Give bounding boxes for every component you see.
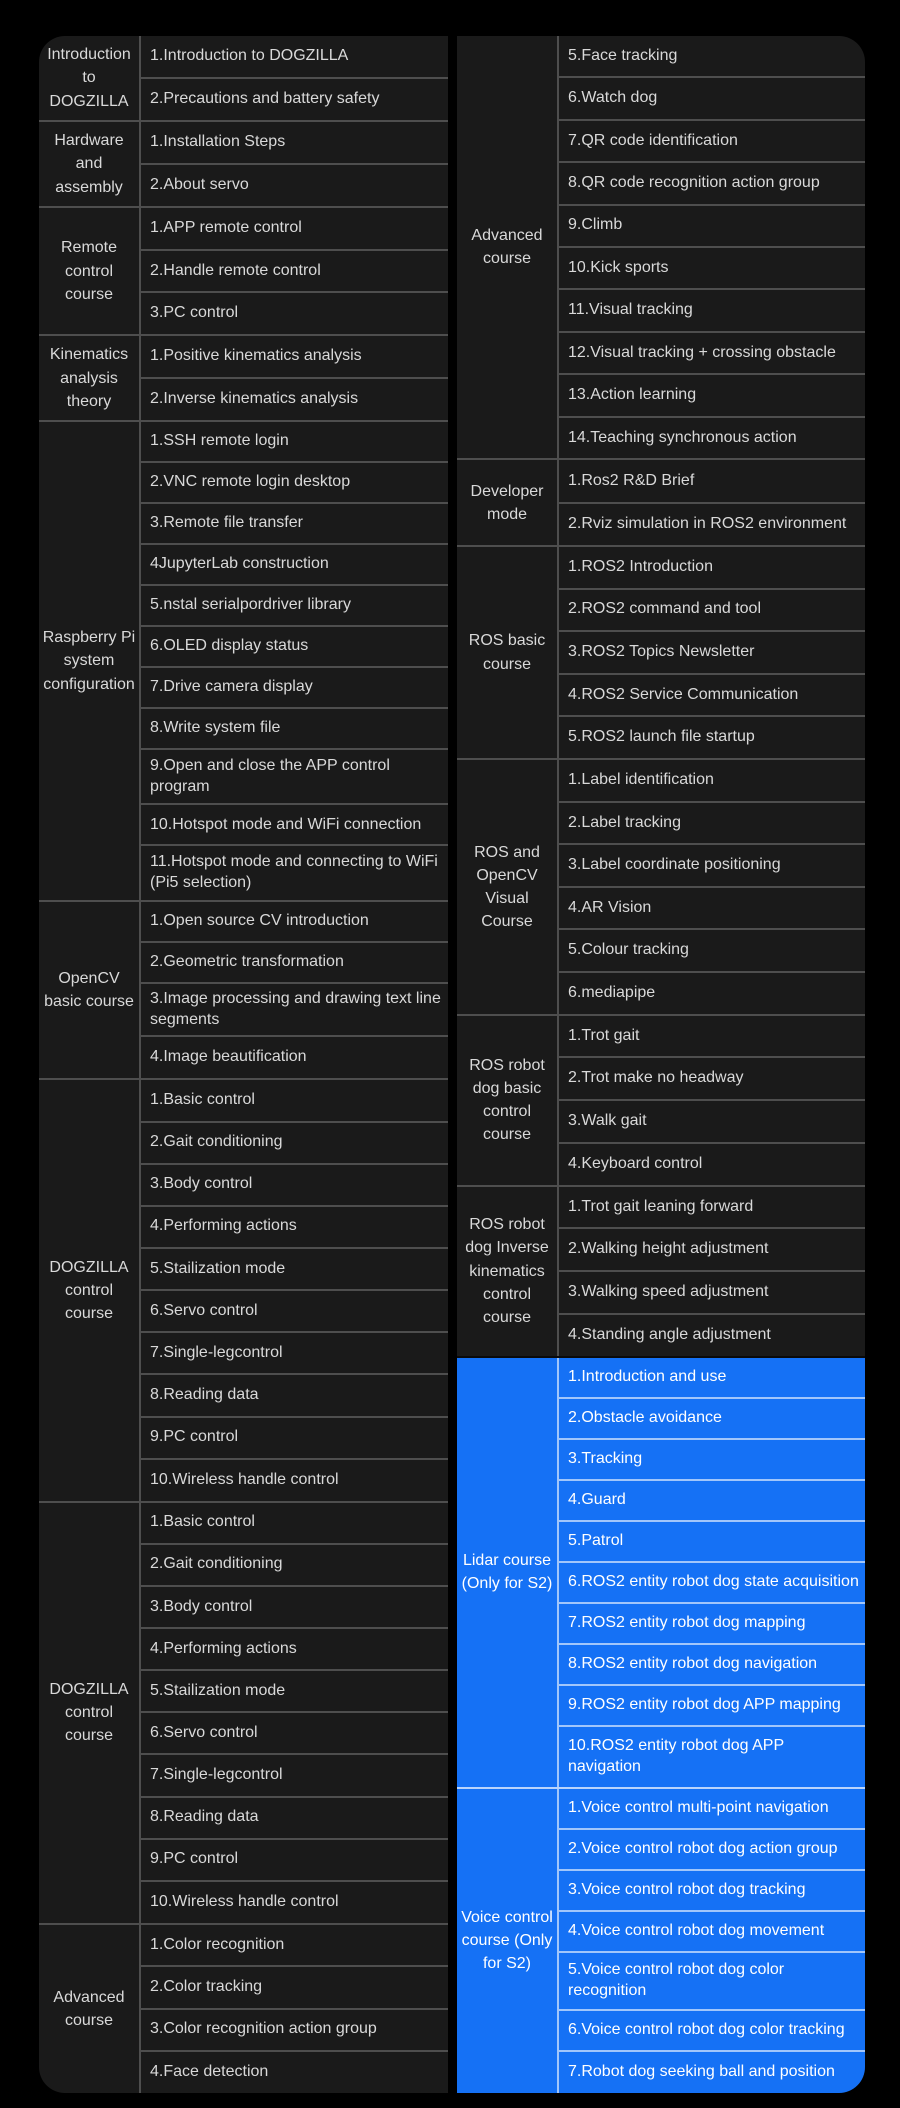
course-item: 8.ROS2 entity robot dog navigation (559, 1645, 865, 1686)
category-cell: Remote control course (39, 208, 141, 334)
course-item: 13.Action learning (559, 375, 865, 417)
category-cell: DOGZILLA control course (39, 1503, 141, 1923)
course-item: 10.Wireless handle control (150, 1893, 339, 1910)
course-item: 7.Single-legcontrol (141, 1333, 448, 1375)
course-item: 7.Robot dog seeking ball and position (568, 2063, 835, 2081)
course-item: 2.About servo (150, 176, 249, 194)
course-item: 1.Introduction to DOGZILLA (141, 36, 448, 79)
items-column (141, 1080, 448, 1500)
category-cell: Kinematics analysis theory (39, 336, 141, 420)
course-item: 5.Voice control robot dog color recognition (559, 1953, 865, 2011)
course-item: 3.Image processing and drawing text line segments (141, 984, 448, 1038)
category-cell: ROS robot dog Inverse kinematics control course (457, 1187, 559, 1356)
course-item: 5.Patrol (559, 1522, 865, 1563)
course-item: 5.Face tracking (559, 36, 865, 78)
items-column (141, 1503, 448, 1923)
course-item: 2.Obstacle avoidance (559, 1399, 865, 1440)
items-column (141, 902, 448, 1079)
course-item: 1.Trot gait (559, 1016, 865, 1059)
course-section (39, 36, 448, 120)
course-item: 11.Visual tracking (559, 290, 865, 332)
course-section (457, 458, 865, 545)
course-section (457, 1014, 865, 1185)
course-item: 1.Color recognition (141, 1925, 448, 1967)
category-cell: Raspberry Pi system configuration (39, 422, 141, 899)
course-section (39, 420, 448, 899)
items-column (559, 1358, 865, 1787)
items-column (559, 547, 865, 758)
course-item: 4.Guard (559, 1481, 865, 1522)
items-column (559, 36, 865, 458)
category-cell: Introduction to DOGZILLA (39, 36, 141, 120)
course-item: 7.QR code identification (559, 121, 865, 163)
course-tables (39, 36, 900, 2093)
course-item: 3.Tracking (559, 1440, 865, 1481)
course-item: 8.Write system file (141, 709, 448, 750)
course-item: 1.Introduction and use (559, 1358, 865, 1399)
course-item: 3.Color recognition action group (141, 2010, 448, 2052)
course-item: 3.ROS2 Topics Newsletter (559, 632, 865, 675)
course-item: 8.QR code recognition action group (559, 163, 865, 205)
course-item: 5.Stailization mode (141, 1249, 448, 1291)
course-item: 5.Stailization mode (141, 1671, 448, 1713)
course-section (39, 1501, 448, 1923)
course-section (457, 36, 865, 458)
course-item: 3.Body control (141, 1587, 448, 1629)
course-item: 2.Trot make no headway (559, 1058, 865, 1101)
course-item: 9.PC control (141, 1840, 448, 1882)
category-cell: OpenCV basic course (39, 902, 141, 1079)
course-item: 8.Reading data (141, 1375, 448, 1417)
category-cell: ROS robot dog basic control course (457, 1016, 559, 1185)
category-cell: Advanced course (457, 36, 559, 458)
course-section (39, 120, 448, 206)
course-item: 5.nstal serialpordriver library (141, 586, 448, 627)
course-item: 6.Voice control robot dog color tracking (559, 2011, 865, 2052)
course-item: 12.Visual tracking + crossing obstacle (559, 333, 865, 375)
course-item: 10.Kick sports (559, 248, 865, 290)
items-column (559, 1187, 865, 1356)
course-item: 4.Keyboard control (568, 1154, 703, 1172)
course-item: 4.Image beautification (150, 1048, 307, 1066)
course-item: 1.Open source CV introduction (141, 902, 448, 943)
course-item: 6.Watch dog (559, 78, 865, 120)
course-item: 8.Reading data (141, 1798, 448, 1840)
course-item: 1.Ros2 R&D Brief (559, 460, 865, 503)
course-section (39, 1923, 448, 2093)
course-section (39, 334, 448, 420)
course-item: 1.Installation Steps (141, 122, 448, 165)
course-item: 2.Gait conditioning (141, 1545, 448, 1587)
course-item: 4.ROS2 Service Communication (559, 675, 865, 718)
items-column (141, 36, 448, 120)
course-item: 1.Label identification (559, 760, 865, 803)
course-item: 7.Drive camera display (141, 668, 448, 709)
course-table-left (39, 36, 448, 2093)
course-section (39, 206, 448, 334)
course-table-right (457, 36, 865, 2093)
course-item: 1.SSH remote login (141, 422, 448, 463)
items-column (559, 460, 865, 545)
course-item: 7.ROS2 entity robot dog mapping (559, 1604, 865, 1645)
course-item: 3.PC control (150, 304, 239, 322)
course-item: 2.Color tracking (141, 1967, 448, 2009)
items-column (141, 422, 448, 899)
category-cell: Lidar course (Only for S2) (457, 1358, 559, 1787)
course-section (39, 900, 448, 1079)
category-cell: Voice control course (Only for S2) (457, 1789, 559, 2093)
course-item: 3.Walk gait (559, 1101, 865, 1144)
course-item: 1.Positive kinematics analysis (141, 336, 448, 379)
items-column (559, 1016, 865, 1185)
course-item: 1.Basic control (141, 1080, 448, 1122)
course-section-highlighted (457, 1356, 865, 1787)
category-cell: Hardware and assembly (39, 122, 141, 206)
course-item: 2.Voice control robot dog action group (559, 1830, 865, 1871)
course-item: 2.Rviz simulation in ROS2 environment (568, 514, 847, 532)
course-section-highlighted (457, 1787, 865, 2093)
items-column (559, 1789, 865, 2093)
course-item: 2.Label tracking (559, 803, 865, 846)
course-item: 10.Hotspot mode and WiFi connection (141, 805, 448, 846)
course-item: 7.Single-legcontrol (141, 1755, 448, 1797)
category-cell: ROS and OpenCV Visual Course (457, 760, 559, 1013)
course-item: 2.VNC remote login desktop (141, 463, 448, 504)
course-item: 2.Handle remote control (141, 251, 448, 294)
course-item: 2.Gait conditioning (141, 1123, 448, 1165)
course-item: 3.Voice control robot dog tracking (559, 1871, 865, 1912)
course-item: 4.Standing angle adjustment (568, 1325, 771, 1343)
course-item: 6.OLED display status (141, 627, 448, 668)
course-item: 5.Colour tracking (559, 930, 865, 973)
category-cell: ROS basic course (457, 547, 559, 758)
course-item: 11.Hotspot mode and connecting to WiFi (Pi5 selection) (150, 853, 438, 892)
course-item: 4.Performing actions (141, 1207, 448, 1249)
course-item: 6.mediapipe (568, 983, 656, 1001)
course-item: 3.Body control (141, 1165, 448, 1207)
course-item: 4.Face detection (150, 2063, 269, 2081)
course-item: 9.PC control (141, 1418, 448, 1460)
course-section (457, 545, 865, 758)
course-item: 2.Walking height adjustment (559, 1229, 865, 1272)
course-item: 6.Servo control (141, 1291, 448, 1333)
course-item: 1.ROS2 Introduction (559, 547, 865, 590)
course-item: 10.Wireless handle control (150, 1470, 339, 1488)
course-item: 4.Performing actions (141, 1629, 448, 1671)
course-item: 3.Label coordinate positioning (559, 845, 865, 888)
course-item: 14.Teaching synchronous action (568, 428, 797, 446)
course-item: 5.ROS2 launch file startup (568, 728, 755, 746)
course-item: 2.ROS2 command and tool (559, 590, 865, 633)
course-section (457, 758, 865, 1013)
course-item: 9.ROS2 entity robot dog APP mapping (559, 1686, 865, 1727)
items-column (559, 760, 865, 1013)
course-item: 1.APP remote control (141, 208, 448, 251)
course-item: 1.Voice control multi-point navigation (559, 1789, 865, 1830)
course-item: 3.Remote file transfer (141, 504, 448, 545)
course-item: 2.Precautions and battery safety (150, 90, 380, 108)
category-cell: Advanced course (39, 1925, 141, 2093)
course-item: 4JupyterLab construction (141, 545, 448, 586)
course-item: 9.Open and close the APP control program (141, 750, 448, 805)
course-item: 6.ROS2 entity robot dog state acquisition (559, 1563, 865, 1604)
course-item: 4.Voice control robot dog movement (559, 1912, 865, 1953)
items-column (141, 1925, 448, 2093)
course-item: 1.Basic control (141, 1503, 448, 1545)
course-item: 10.ROS2 entity robot dog APP navigation (568, 1737, 784, 1775)
course-item: 2.Geometric transformation (141, 943, 448, 984)
course-item: 6.Servo control (141, 1713, 448, 1755)
items-column (141, 336, 448, 420)
course-item: 3.Walking speed adjustment (559, 1272, 865, 1315)
category-cell: DOGZILLA control course (39, 1080, 141, 1500)
items-column (141, 208, 448, 334)
category-cell: Developer mode (457, 460, 559, 545)
course-item: 2.Inverse kinematics analysis (150, 390, 359, 408)
course-item: 1.Trot gait leaning forward (559, 1187, 865, 1230)
course-item: 9.Climb (559, 206, 865, 248)
course-item: 4.AR Vision (559, 888, 865, 931)
items-column (141, 122, 448, 206)
course-section (457, 1185, 865, 1356)
course-section (39, 1078, 448, 1500)
